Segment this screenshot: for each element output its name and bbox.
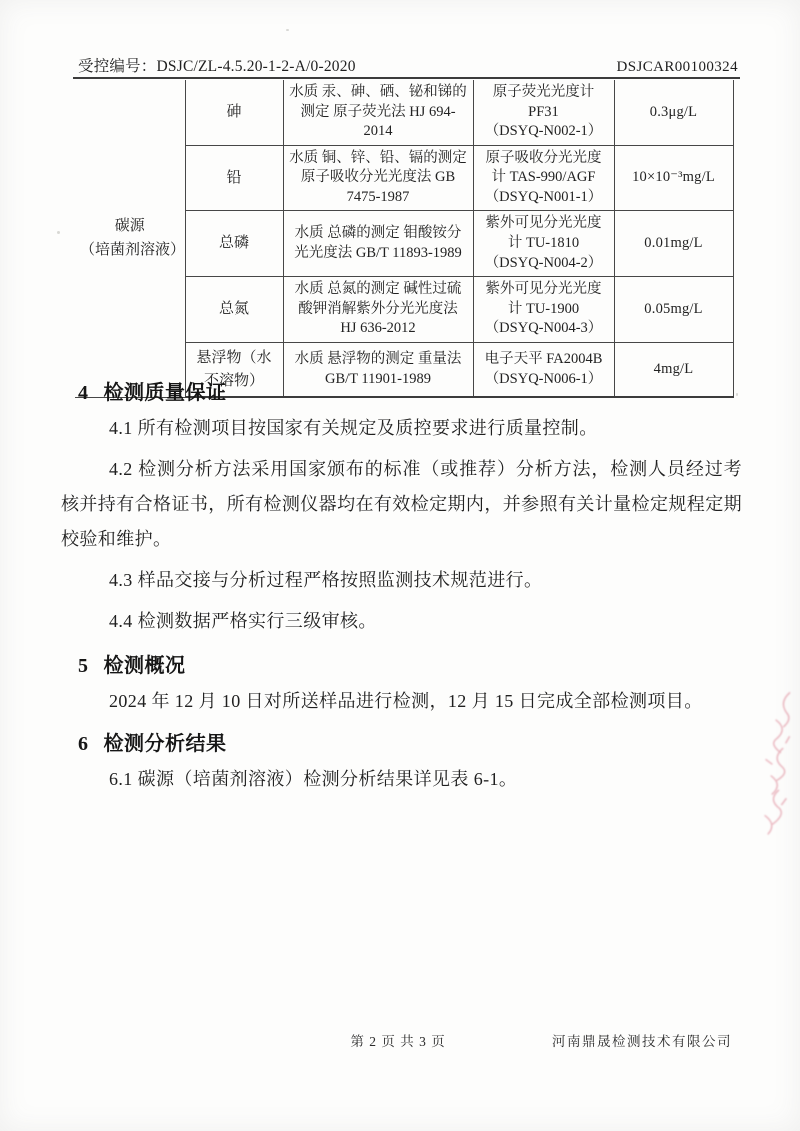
control-number-label: 受控编号： bbox=[78, 58, 157, 75]
sample-group-line2: （培菌剂溶液） bbox=[80, 242, 186, 259]
detection-limit-cell: 0.01mg/L bbox=[614, 211, 733, 277]
section-4-title: 检测质量保证 bbox=[103, 382, 227, 404]
paragraph-6-1: 6.1 碳源（培菌剂溶液）检测分析结果详见表 6-1。 bbox=[109, 769, 518, 789]
param-cell: 总磷 bbox=[185, 211, 283, 277]
detection-limit-cell: 10×10⁻³mg/L bbox=[614, 145, 733, 211]
instrument-id: （DSYQ-N004-3） bbox=[484, 320, 603, 337]
section-6-heading bbox=[78, 727, 740, 756]
company-name: 河南鼎晟检测技术有限公司 bbox=[552, 1034, 732, 1049]
section-5-number: 5 bbox=[78, 655, 89, 677]
paragraph-4-2: 4.2 检测分析方法采用国家颁布的标准（或推荐）分析方法，检测人员经过考核并持有合格证书，所有检测仪器均在有效检定期内，并参照有关计量检定规程定期校验和维护。 bbox=[61, 459, 742, 549]
instrument-name: 原子荧光光度计 PF31 bbox=[492, 84, 595, 120]
method-cell: 水质 铜、锌、铅、镉的测定 原子吸收分光光度法 GB 7475-1987 bbox=[283, 145, 473, 211]
detection-limit-cell: 4mg/L bbox=[614, 342, 733, 397]
param-cell: 悬浮物（水不溶物） bbox=[185, 342, 283, 397]
test-methods-table bbox=[75, 80, 734, 398]
section-4-heading bbox=[78, 376, 740, 405]
paragraph-4-4: 4.4 检测数据严格实行三级审核。 bbox=[109, 611, 377, 631]
method-cell: 水质 总磷的测定 钼酸铵分光光度法 GB/T 11893-1989 bbox=[283, 211, 473, 277]
instrument-name: 紫外可见分光光度计 TU-1900 bbox=[485, 281, 602, 317]
instrument-id: （DSYQ-N001-1） bbox=[484, 188, 603, 205]
section-5-title: 检测概况 bbox=[103, 655, 186, 677]
instrument-id: （DSYQ-N004-2） bbox=[484, 254, 603, 271]
method-cell: 水质 总氮的测定 碱性过硫酸钾消解紫外分光光度法 HJ 636-2012 bbox=[283, 277, 473, 343]
method-cell: 水质 汞、砷、硒、铋和锑的测定 原子荧光法 HJ 694-2014 bbox=[283, 80, 473, 145]
report-number: DSJCAR00100324 bbox=[616, 59, 738, 75]
page-footer bbox=[0, 1030, 800, 1052]
param-cell: 铅 bbox=[185, 145, 283, 211]
paragraph-4-1: 4.1 所有检测项目按国家有关规定及质控要求进行质量控制。 bbox=[109, 418, 598, 438]
document-body bbox=[0, 364, 800, 797]
table-row bbox=[75, 80, 733, 145]
param-cell: 砷 bbox=[185, 80, 283, 145]
section-4-number: 4 bbox=[78, 382, 89, 404]
scan-speck bbox=[286, 29, 289, 31]
section-6-number: 6 bbox=[78, 733, 89, 755]
param-cell: 总氮 bbox=[185, 277, 283, 343]
instrument-cell bbox=[473, 80, 614, 145]
paragraph-5-1: 2024 年 12 月 10 日对所送样品进行检测，12 月 15 日完成全部检测项目。 bbox=[109, 691, 703, 711]
instrument-id: （DSYQ-N002-1） bbox=[484, 123, 603, 140]
paragraph-4-3: 4.3 样品交接与分析过程严格按照监测技术规范进行。 bbox=[109, 570, 543, 590]
scan-speck bbox=[57, 231, 60, 234]
instrument-cell bbox=[473, 211, 614, 277]
instrument-cell bbox=[473, 145, 614, 211]
section-5-heading bbox=[78, 649, 740, 678]
instrument-cell bbox=[473, 277, 614, 343]
instrument-id: （DSYQ-N006-1） bbox=[484, 370, 603, 387]
detection-limit-cell: 0.3μg/L bbox=[614, 80, 733, 145]
detection-limit-cell: 0.05mg/L bbox=[614, 277, 733, 343]
instrument-name: 电子天平 FA2004B bbox=[484, 350, 603, 367]
section-6-title: 检测分析结果 bbox=[103, 733, 227, 755]
sample-group-cell bbox=[75, 80, 185, 397]
control-number bbox=[78, 54, 356, 76]
control-number-value: DSJC/ZL-4.5.20-1-2-A/0-2020 bbox=[156, 58, 356, 75]
header-rule bbox=[73, 77, 740, 79]
method-cell: 水质 悬浮物的测定 重量法 GB/T 11901-1989 bbox=[283, 342, 473, 397]
instrument-name: 紫外可见分光光度计 TU-1810 bbox=[485, 215, 602, 251]
sample-group-line1: 碳源 bbox=[114, 218, 145, 235]
red-stamp-bleedthrough-artifact bbox=[742, 685, 800, 838]
page-number: 第 2 页 共 3 页 bbox=[350, 1034, 446, 1049]
document-header bbox=[78, 54, 738, 76]
instrument-name: 原子吸收分光光度计 TAS-990/AGF bbox=[485, 149, 602, 186]
scan-speck bbox=[736, 393, 738, 396]
